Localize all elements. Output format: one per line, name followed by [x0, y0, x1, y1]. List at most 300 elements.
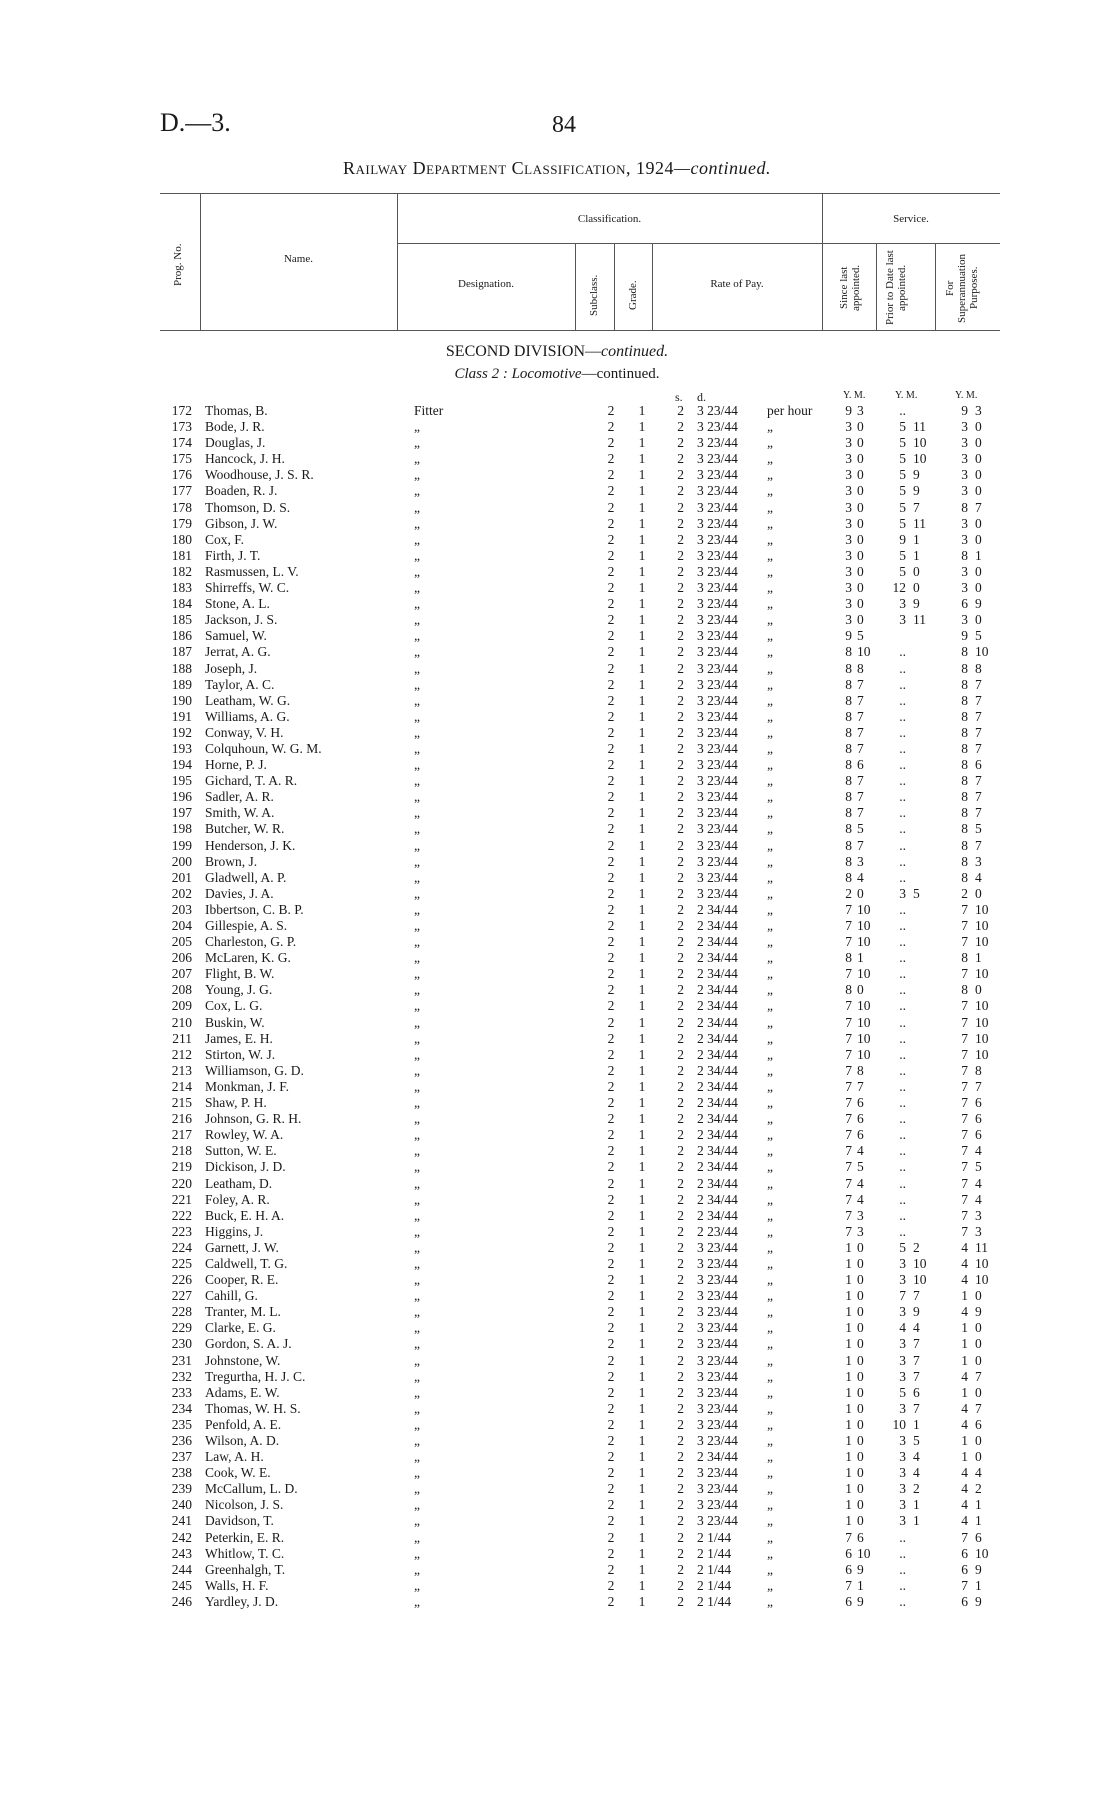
cell-gr: 1	[638, 1255, 646, 1271]
cell-sm: 7	[857, 724, 864, 740]
cell-s: 2	[677, 1497, 684, 1513]
header-classification: Classification.	[577, 213, 642, 225]
cell-uy: 8	[961, 547, 968, 563]
table-row	[0, 596, 1114, 612]
cell-sub: 2	[607, 1014, 615, 1030]
cell-sub: 2	[607, 1368, 615, 1384]
cell-d: 3 23/44	[697, 1400, 738, 1416]
cell-no: 210	[171, 1014, 192, 1030]
class-name: Locomotive	[511, 366, 582, 382]
cell-sy: 7	[845, 1095, 852, 1111]
cell-gr: 1	[638, 950, 646, 966]
cell-d: 3 23/44	[697, 724, 738, 740]
cell-um: 10	[975, 998, 989, 1014]
cell-sub: 2	[607, 724, 615, 740]
header-divider-designation	[575, 243, 576, 330]
cell-no: 232	[171, 1368, 192, 1384]
cell-uy: 1	[961, 1336, 968, 1352]
cell-gr: 1	[638, 869, 646, 885]
cell-des: „	[414, 580, 420, 596]
cell-uy: 7	[961, 1111, 968, 1127]
cell-gr: 1	[638, 580, 646, 596]
cell-sy: 8	[845, 757, 852, 773]
cell-sy: 1	[845, 1449, 852, 1465]
cell-py: 5	[899, 435, 906, 451]
cell-gr: 1	[638, 1497, 646, 1513]
cell-s: 2	[677, 644, 684, 660]
cell-sy: 1	[845, 1400, 852, 1416]
cell-gr: 1	[638, 531, 646, 547]
cell-s: 2	[677, 1062, 684, 1078]
cell-d: 2 34/44	[697, 982, 738, 998]
cell-sub: 2	[607, 451, 615, 467]
cell-per: „	[767, 869, 773, 885]
cell-um: 7	[975, 724, 982, 740]
table-row	[0, 854, 1114, 870]
cell-uy: 7	[961, 1046, 968, 1062]
cell-per: „	[767, 885, 773, 901]
cell-py: 12	[892, 580, 906, 596]
cell-name: James, E. H.	[205, 1030, 273, 1046]
cell-no: 195	[171, 773, 192, 789]
cell-no: 190	[171, 692, 192, 708]
cell-name: Gichard, T. A. R.	[205, 773, 298, 789]
cell-sm: 0	[857, 580, 864, 596]
cell-sub: 2	[607, 773, 615, 789]
cell-gr: 1	[638, 1143, 646, 1159]
cell-gr: 1	[638, 644, 646, 660]
cell-um: 0	[975, 1320, 982, 1336]
cell-s: 2	[677, 1336, 684, 1352]
cell-sy: 3	[845, 596, 852, 612]
cell-s: 2	[677, 1529, 684, 1545]
cell-des: „	[414, 934, 420, 950]
cell-sm: 7	[857, 773, 864, 789]
cell-s: 2	[677, 1078, 684, 1094]
cell-sub: 2	[607, 1513, 615, 1529]
cell-uy: 8	[961, 724, 968, 740]
table-row	[0, 1562, 1114, 1578]
cell-gr: 1	[638, 901, 646, 917]
header-divider-subclass	[614, 243, 615, 330]
cell-sy: 8	[845, 773, 852, 789]
cell-gr: 1	[638, 982, 646, 998]
cell-py: ..	[899, 966, 906, 982]
cell-sub: 2	[607, 1255, 615, 1271]
cell-gr: 1	[638, 918, 646, 933]
cell-per: „	[767, 1449, 773, 1465]
cell-sub: 2	[607, 1384, 615, 1400]
cell-sy: 7	[845, 901, 852, 917]
cell-py: 5	[899, 483, 906, 499]
table-row	[0, 677, 1114, 693]
cell-gr: 1	[638, 757, 646, 773]
cell-um: 3	[975, 403, 982, 418]
cell-um: 9	[975, 1561, 982, 1577]
cell-pm: 4	[913, 1465, 920, 1481]
table-row	[0, 1224, 1114, 1240]
table-row	[0, 628, 1114, 644]
cell-gr: 1	[638, 934, 646, 950]
cell-um: 5	[975, 821, 982, 837]
cell-gr: 1	[638, 1513, 646, 1529]
cell-py: 3	[899, 1272, 906, 1288]
cell-pm: 7	[913, 1352, 920, 1368]
cell-d: 3 23/44	[697, 660, 738, 676]
cell-sub: 2	[607, 1352, 615, 1368]
table-row	[0, 1063, 1114, 1079]
cell-uy: 8	[961, 805, 968, 821]
cell-des: „	[414, 1481, 420, 1497]
unit-pence: d.	[697, 390, 706, 404]
cell-d: 2 34/44	[697, 966, 738, 982]
cell-s: 2	[677, 982, 684, 998]
cell-py: ..	[899, 740, 906, 756]
cell-sm: 4	[857, 1143, 864, 1159]
page-title	[0, 158, 1114, 179]
cell-d: 2 23/44	[697, 1223, 738, 1239]
cell-no: 174	[171, 435, 192, 451]
cell-uy: 6	[961, 1561, 968, 1577]
cell-s: 2	[677, 531, 684, 547]
table-row	[0, 419, 1114, 435]
cell-py: ..	[899, 644, 906, 660]
table-row	[0, 1159, 1114, 1175]
table-row	[0, 773, 1114, 789]
cell-d: 3 23/44	[697, 1352, 738, 1368]
table-row	[0, 1336, 1114, 1352]
cell-sy: 8	[845, 805, 852, 821]
cell-um: 0	[975, 419, 982, 435]
cell-s: 2	[677, 403, 684, 418]
cell-sy: 7	[845, 1191, 852, 1207]
cell-d: 3 23/44	[697, 515, 738, 531]
table-row	[0, 1546, 1114, 1562]
cell-uy: 1	[961, 1384, 968, 1400]
cell-no: 179	[171, 515, 192, 531]
cell-uy: 4	[961, 1497, 968, 1513]
cell-py: ..	[899, 1111, 906, 1127]
cell-um: 10	[975, 644, 989, 660]
cell-per: „	[767, 580, 773, 596]
cell-s: 2	[677, 1191, 684, 1207]
cell-per: „	[767, 901, 773, 917]
cell-sm: 7	[857, 708, 864, 724]
cell-py: ..	[899, 805, 906, 821]
cell-gr: 1	[638, 885, 646, 901]
table-row	[0, 1127, 1114, 1143]
cell-per: „	[767, 1191, 773, 1207]
cell-um: 4	[975, 869, 982, 885]
cell-d: 2 34/44	[697, 950, 738, 966]
cell-name: Brown, J.	[205, 853, 258, 869]
cell-sm: 0	[857, 435, 864, 451]
cell-um: 10	[975, 1030, 989, 1046]
cell-des: „	[414, 1336, 420, 1352]
cell-d: 3 23/44	[697, 467, 738, 483]
table-row	[0, 998, 1114, 1014]
cell-sm: 8	[857, 1062, 864, 1078]
cell-sy: 7	[845, 1159, 852, 1175]
cell-py: ..	[899, 1159, 906, 1175]
cell-sub: 2	[607, 1062, 615, 1078]
cell-py: 4	[899, 1320, 906, 1336]
cell-d: 3 23/44	[697, 1336, 738, 1352]
cell-name: Stone, A. L.	[205, 596, 270, 612]
cell-py: 3	[899, 1465, 906, 1481]
cell-s: 2	[677, 757, 684, 773]
cell-des: „	[414, 1561, 420, 1577]
cell-pm: 7	[913, 1288, 920, 1304]
cell-sub: 2	[607, 1095, 615, 1111]
cell-py: ..	[899, 789, 906, 805]
cell-d: 2 34/44	[697, 1030, 738, 1046]
cell-py: 3	[899, 1352, 906, 1368]
cell-no: 180	[171, 531, 192, 547]
cell-no: 214	[171, 1078, 192, 1094]
cell-py: ..	[899, 1545, 906, 1561]
cell-sub: 2	[607, 1336, 615, 1352]
cell-uy: 4	[961, 1239, 968, 1255]
document-reference: D.—3.	[160, 108, 231, 137]
cell-sy: 3	[845, 547, 852, 563]
cell-no: 194	[171, 757, 192, 773]
table-row	[0, 661, 1114, 677]
cell-sy: 1	[845, 1384, 852, 1400]
cell-no: 215	[171, 1095, 192, 1111]
cell-sub: 2	[607, 885, 615, 901]
cell-uy: 4	[961, 1368, 968, 1384]
cell-no: 242	[171, 1529, 192, 1545]
cell-name: Cox, F.	[205, 531, 245, 547]
cell-sm: 10	[857, 901, 871, 917]
cell-des: „	[414, 789, 420, 805]
cell-des: „	[414, 451, 420, 467]
cell-sub: 2	[607, 869, 615, 885]
cell-no: 212	[171, 1046, 192, 1062]
cell-uy: 8	[961, 740, 968, 756]
cell-sub: 2	[607, 1030, 615, 1046]
cell-py: 5	[899, 563, 906, 579]
cell-name: Sadler, A. R.	[205, 789, 274, 805]
cell-um: 6	[975, 757, 982, 773]
cell-s: 2	[677, 580, 684, 596]
cell-py: ..	[899, 1030, 906, 1046]
cell-no: 238	[171, 1465, 192, 1481]
cell-no: 182	[171, 563, 192, 579]
cell-sub: 2	[607, 499, 615, 515]
cell-per: „	[767, 1062, 773, 1078]
cell-uy: 7	[961, 1014, 968, 1030]
table-row	[0, 516, 1114, 532]
cell-des: „	[414, 435, 420, 451]
table-row	[0, 966, 1114, 982]
table-row	[0, 805, 1114, 821]
cell-sm: 0	[857, 547, 864, 563]
cell-name: Buck, E. H. A.	[205, 1207, 285, 1223]
cell-des: „	[414, 982, 420, 998]
cell-sub: 2	[607, 1272, 615, 1288]
cell-des: „	[414, 1400, 420, 1416]
cell-name: Ibbertson, C. B. P.	[205, 901, 304, 917]
cell-name: Samuel, W.	[205, 628, 267, 644]
cell-no: 196	[171, 789, 192, 805]
cell-per: „	[767, 950, 773, 966]
cell-des: „	[414, 1143, 420, 1159]
cell-sm: 9	[857, 1561, 864, 1577]
cell-uy: 7	[961, 1095, 968, 1111]
cell-sy: 8	[845, 724, 852, 740]
cell-s: 2	[677, 1545, 684, 1561]
cell-s: 2	[677, 805, 684, 821]
cell-um: 7	[975, 740, 982, 756]
table-row	[0, 1176, 1114, 1192]
cell-py: ..	[899, 676, 906, 692]
cell-per: „	[767, 1433, 773, 1448]
cell-um: 6	[975, 1416, 982, 1432]
cell-name: Peterkin, E. R.	[205, 1529, 285, 1545]
cell-name: Buskin, W.	[205, 1014, 265, 1030]
cell-name: Gibson, J. W.	[205, 515, 278, 531]
cell-um: 10	[975, 901, 989, 917]
cell-sub: 2	[607, 708, 615, 724]
cell-sy: 7	[845, 1014, 852, 1030]
cell-des: „	[414, 628, 420, 644]
cell-py: 5	[899, 467, 906, 483]
cell-um: 2	[975, 1481, 982, 1497]
cell-um: 7	[975, 805, 982, 821]
table-row	[0, 1513, 1114, 1529]
cell-gr: 1	[638, 1014, 646, 1030]
cell-no: 205	[171, 934, 192, 950]
cell-py: 3	[899, 1368, 906, 1384]
header-divider-prior	[935, 243, 936, 330]
cell-um: 0	[975, 1336, 982, 1352]
table-row	[0, 1208, 1114, 1224]
cell-uy: 8	[961, 660, 968, 676]
cell-s: 2	[677, 821, 684, 837]
cell-um: 7	[975, 773, 982, 789]
cell-des: „	[414, 1111, 420, 1127]
cell-sub: 2	[607, 918, 615, 933]
cell-per: „	[767, 966, 773, 982]
cell-no: 201	[171, 869, 192, 885]
cell-sm: 3	[857, 1223, 864, 1239]
cell-uy: 8	[961, 692, 968, 708]
cell-s: 2	[677, 1239, 684, 1255]
cell-no: 178	[171, 499, 192, 515]
cell-gr: 1	[638, 1191, 646, 1207]
cell-s: 2	[677, 515, 684, 531]
page-title-continued: —continued.	[673, 158, 771, 178]
cell-d: 2 34/44	[697, 1095, 738, 1111]
cell-no: 226	[171, 1272, 192, 1288]
cell-gr: 1	[638, 1111, 646, 1127]
cell-sub: 2	[607, 1223, 615, 1239]
cell-sub: 2	[607, 1239, 615, 1255]
cell-d: 2 34/44	[697, 1046, 738, 1062]
cell-d: 3 23/44	[697, 773, 738, 789]
cell-per: „	[767, 724, 773, 740]
cell-py: 5	[899, 499, 906, 515]
cell-des: „	[414, 499, 420, 515]
cell-sm: 0	[857, 596, 864, 612]
cell-sy: 8	[845, 660, 852, 676]
cell-d: 3 23/44	[697, 403, 738, 418]
cell-gr: 1	[638, 1272, 646, 1288]
cell-no: 187	[171, 644, 192, 660]
cell-sub: 2	[607, 757, 615, 773]
cell-s: 2	[677, 1449, 684, 1465]
cell-uy: 9	[961, 403, 968, 418]
cell-py: ..	[899, 1529, 906, 1545]
cell-um: 1	[975, 950, 982, 966]
cell-s: 2	[677, 1159, 684, 1175]
cell-sub: 2	[607, 1207, 615, 1223]
cell-sub: 2	[607, 596, 615, 612]
cell-uy: 7	[961, 1577, 968, 1593]
cell-d: 3 23/44	[697, 676, 738, 692]
cell-d: 3 23/44	[697, 596, 738, 612]
cell-sy: 6	[845, 1593, 852, 1609]
cell-s: 2	[677, 1320, 684, 1336]
cell-des: „	[414, 773, 420, 789]
cell-um: 0	[975, 467, 982, 483]
cell-sm: 0	[857, 1400, 864, 1416]
cell-per: „	[767, 1030, 773, 1046]
cell-sub: 2	[607, 1143, 615, 1159]
cell-no: 219	[171, 1159, 192, 1175]
cell-gr: 1	[638, 483, 646, 499]
cell-uy: 8	[961, 950, 968, 966]
cell-per: „	[767, 628, 773, 644]
cell-gr: 1	[638, 596, 646, 612]
cell-sub: 2	[607, 644, 615, 660]
cell-no: 221	[171, 1191, 192, 1207]
cell-d: 3 23/44	[697, 805, 738, 821]
cell-per: „	[767, 1545, 773, 1561]
table-row	[0, 1111, 1114, 1127]
cell-py: ..	[899, 1014, 906, 1030]
cell-no: 175	[171, 451, 192, 467]
cell-py: ..	[899, 837, 906, 853]
table-row	[0, 1433, 1114, 1449]
cell-s: 2	[677, 1368, 684, 1384]
unit-ym-prior: Y. M.	[895, 390, 918, 401]
cell-gr: 1	[638, 628, 646, 644]
cell-s: 2	[677, 435, 684, 451]
cell-name: Sutton, W. E.	[205, 1143, 277, 1159]
cell-sm: 10	[857, 1014, 871, 1030]
cell-sy: 1	[845, 1416, 852, 1432]
cell-sub: 2	[607, 403, 615, 418]
cell-um: 9	[975, 596, 982, 612]
table-row	[0, 1465, 1114, 1481]
cell-um: 0	[975, 451, 982, 467]
table-row	[0, 1015, 1114, 1031]
cell-sy: 7	[845, 1062, 852, 1078]
table-row	[0, 1031, 1114, 1047]
cell-des: „	[414, 918, 420, 933]
cell-um: 0	[975, 435, 982, 451]
cell-um: 7	[975, 692, 982, 708]
cell-py: 3	[899, 1497, 906, 1513]
cell-um: 1	[975, 1513, 982, 1529]
cell-s: 2	[677, 918, 684, 933]
cell-sub: 2	[607, 483, 615, 499]
cell-des: „	[414, 966, 420, 982]
cell-d: 2 1/44	[697, 1545, 732, 1561]
